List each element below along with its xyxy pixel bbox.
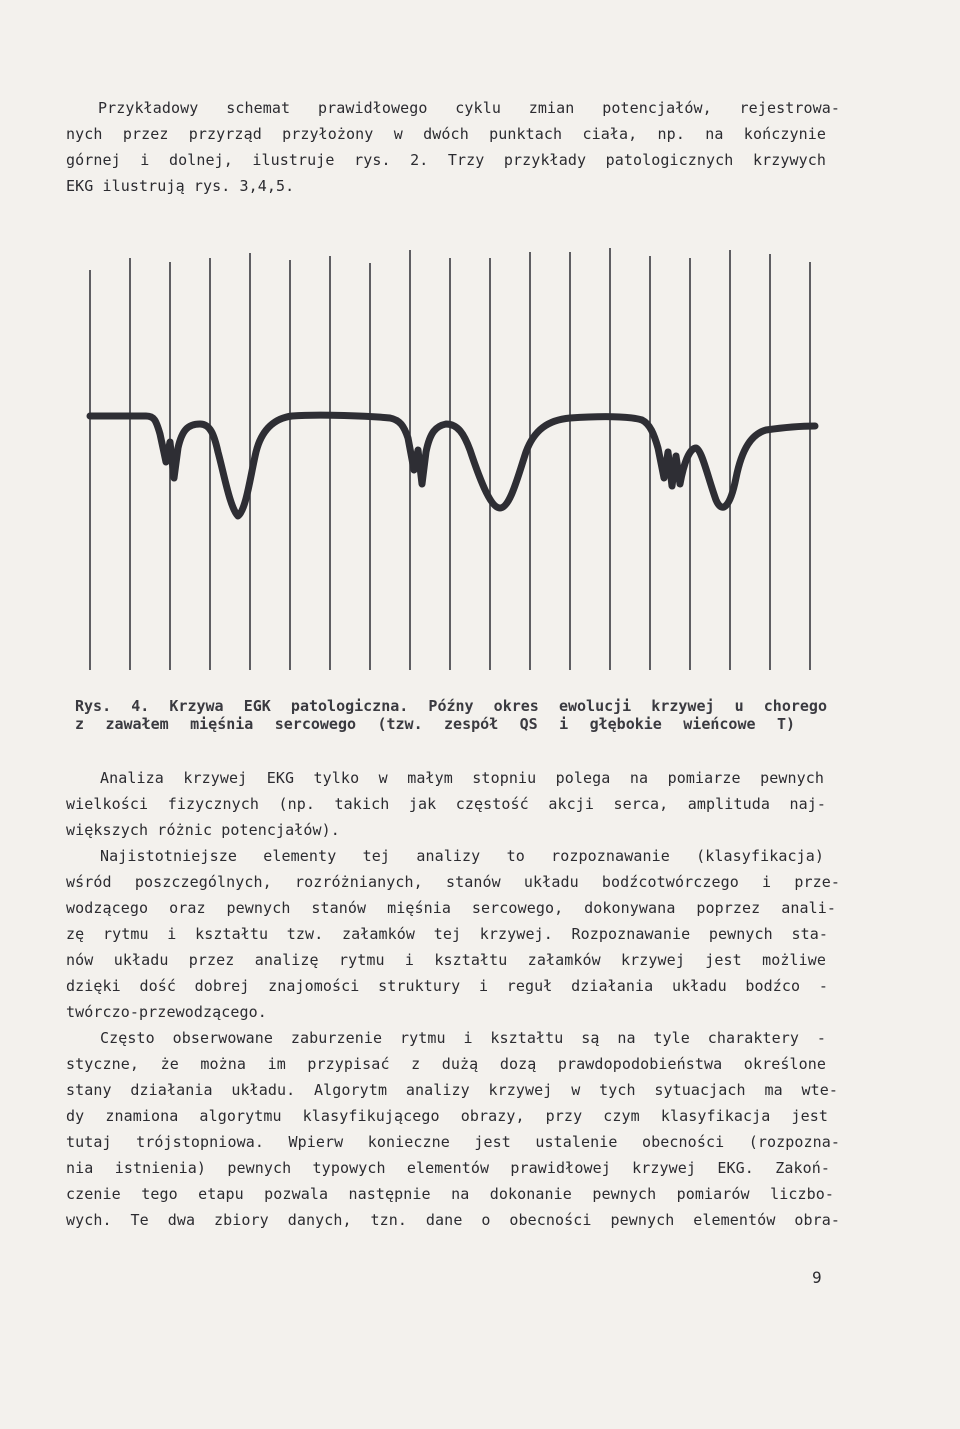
page-number: 9 [812, 1268, 822, 1287]
caption-line: z zawałem mięśnia sercowego (tzw. zespół QS i głębokie wieńcowe T) [75, 715, 795, 733]
intro-line: EKG ilustrują rys. 3,4,5. [66, 177, 295, 195]
body-line: styczne, że można im przypisać z dużą dozą prawdopodobieństwa określone [66, 1055, 826, 1073]
body-line: wśród poszczególnych, rozróżnianych, stanów układu bodźcotwórczego i prze- [66, 873, 840, 891]
ecg-curve [90, 415, 815, 516]
body-line: stany działania układu. Algorytm analizy krzywej w tych sytuacjach ma wte- [66, 1081, 838, 1099]
body-line: nów układu przez analizę rytmu i kształtu załamków krzywej jest możliwe [66, 951, 826, 969]
body-line: wodzącego oraz pewnych stanów mięśnia sercowego, dokonywana poprzez anali- [66, 899, 836, 917]
body-line: nia istnienia) pewnych typowych elementów prawidłowej krzywej EKG. Zakoń- [66, 1159, 830, 1177]
body-line: wych. Te dwa zbiory danych, tzn. dane o obecności pewnych elementów obra- [66, 1211, 840, 1229]
intro-line: Przykładowy schemat prawidłowego cyklu zmian potencjałów, rejestrowa- [98, 99, 840, 117]
body-line: zę rytmu i kształtu tzw. załamków tej krzywej. Rozpoznawanie pewnych sta- [66, 925, 828, 943]
body-line: twórczo-przewodzącego. [66, 1003, 267, 1021]
body-line: Często obserwowane zaburzenie rytmu i kształtu są na tyle charaktery - [100, 1029, 826, 1047]
intro-line: nych przez przyrząd przyłożony w dwóch punktach ciała, np. na kończynie [66, 125, 826, 143]
body-line: wielkości fizycznych (np. takich jak częstość akcji serca, amplituda naj- [66, 795, 826, 813]
intro-line: górnej i dolnej, ilustruje rys. 2. Trzy przykłady patologicznych krzywych [66, 151, 826, 169]
caption-line: Rys. 4. Krzywa EGK patologiczna. Późny okres ewolucji krzywej u chorego [75, 697, 827, 715]
body-line: dy znamiona algorytmu klasyfikującego obrazy, przy czym klasyfikacja jest [66, 1107, 828, 1125]
body-line: dzięki dość dobrej znajomości struktury i reguł działania układu bodźco - [66, 977, 828, 995]
body-line: Analiza krzywej EKG tylko w małym stopniu polega na pomiarze pewnych [100, 769, 824, 787]
body-line: Najistotniejsze elementy tej analizy to rozpoznawanie (klasyfikacja) [100, 847, 824, 865]
ecg-trace-graphic [80, 238, 840, 678]
body-line: tutaj trójstopniowa. Wpierw konieczne jest ustalenie obecności (rozpozna- [66, 1133, 840, 1151]
body-line: czenie tego etapu pozwala następnie na dokonanie pewnych pomiarów liczbo- [66, 1185, 834, 1203]
body-line: większych różnic potencjałów). [66, 821, 340, 839]
ecg-figure [80, 238, 840, 678]
